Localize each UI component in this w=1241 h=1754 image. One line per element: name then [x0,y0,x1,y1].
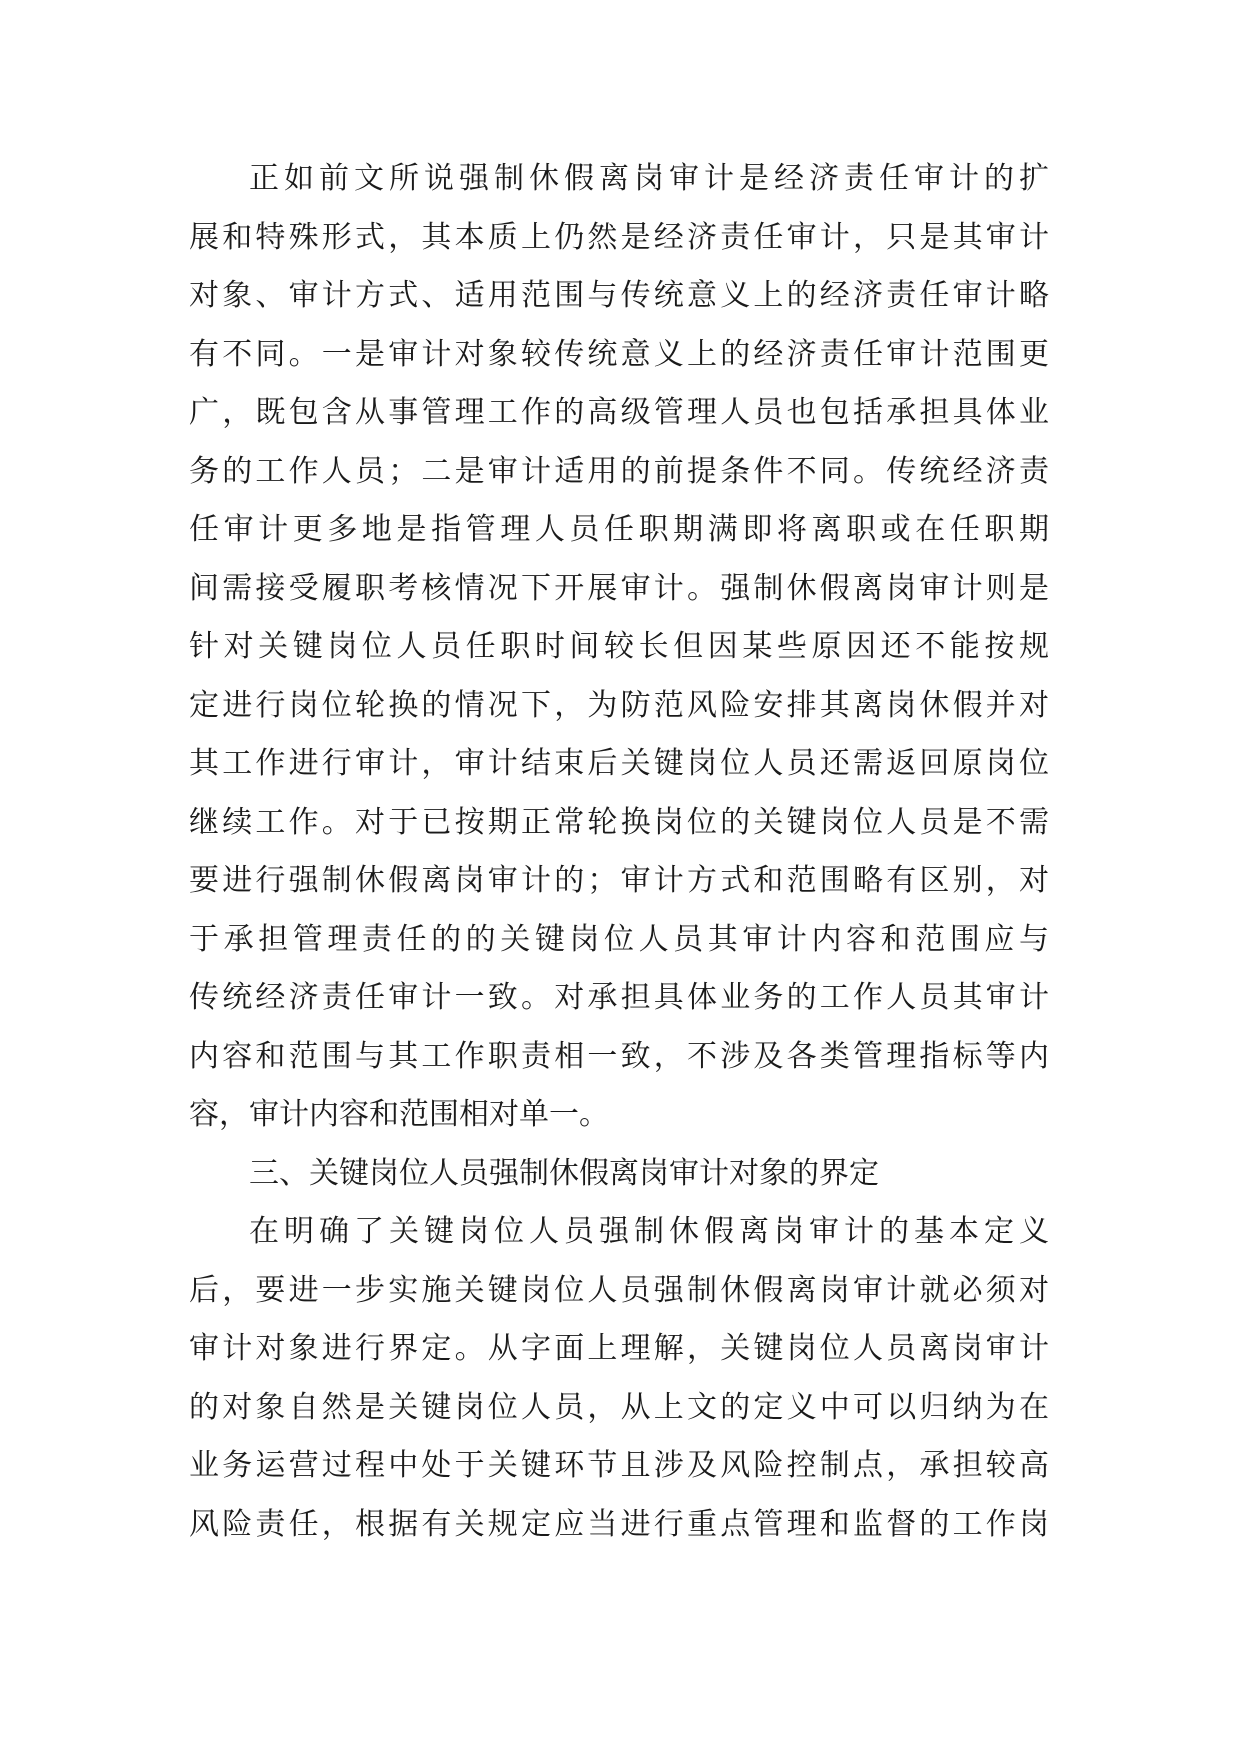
paragraph-line: 内容和范围与其工作职责相一致，不涉及各类管理指标等内 [189,1038,1049,1074]
paragraph-line: 有不同。一是审计对象较传统意义上的经济责任审计范围更 [189,336,1049,372]
paragraph-line: 正如前文所说强制休假离岗审计是经济责任审计的扩 [249,161,1049,196]
paragraph-line: 对象、审计方式、适用范围与传统意义上的经济责任审计略 [189,278,1049,313]
paragraph-line: 的对象自然是关键岗位人员，从上文的定义中可以归纳为在 [189,1389,1049,1425]
paragraph-line: 务的工作人员；二是审计适用的前提条件不同。传统经济责 [189,453,1049,489]
paragraph-line: 继续工作。对于已按期正常轮换岗位的关键岗位人员是不需 [189,804,1049,840]
paragraph-line: 传统经济责任审计一致。对承担具体业务的工作人员其审计 [189,980,1049,1015]
paragraph-line: 针对关键岗位人员任职时间较长但因某些原因还不能按规 [189,629,1049,664]
paragraph-line: 间需接受履职考核情况下开展审计。强制休假离岗审计则是 [189,570,1049,606]
paragraph-line: 其工作进行审计，审计结束后关键岗位人员还需返回原岗位 [189,746,1049,781]
paragraph-line: 任审计更多地是指管理人员任职期满即将离职或在任职期 [189,512,1049,547]
paragraph-line: 广，既包含从事管理工作的高级管理人员也包括承担具体业 [189,395,1049,430]
body-text [189,150,1049,1554]
paragraph-line: 容，审计内容和范围相对单一。 [189,1097,609,1132]
paragraph-line: 展和特殊形式，其本质上仍然是经济责任审计，只是其审计 [189,219,1049,255]
paragraph-line: 要进行强制休假离岗审计的；审计方式和范围略有区别，对 [189,863,1049,898]
paragraph-line: 业务运营过程中处于关键环节且涉及风险控制点，承担较高 [189,1448,1049,1483]
paragraph-line: 审计对象进行界定。从字面上理解，关键岗位人员离岗审计 [189,1331,1049,1366]
paragraph-line: 在明确了关键岗位人员强制休假离岗审计的基本定义 [249,1214,1049,1249]
paragraph-line: 后，要进一步实施关键岗位人员强制休假离岗审计就必须对 [189,1272,1049,1308]
paragraph-line: 风险责任，根据有关规定应当进行重点管理和监督的工作岗 [189,1506,1049,1542]
section-heading: 三、关键岗位人员强制休假离岗审计对象的界定 [249,1155,879,1191]
paragraph-line: 定进行岗位轮换的情况下，为防范风险安排其离岗休假并对 [189,687,1049,723]
paragraph-line: 于承担管理责任的的关键岗位人员其审计内容和范围应与 [189,921,1049,957]
